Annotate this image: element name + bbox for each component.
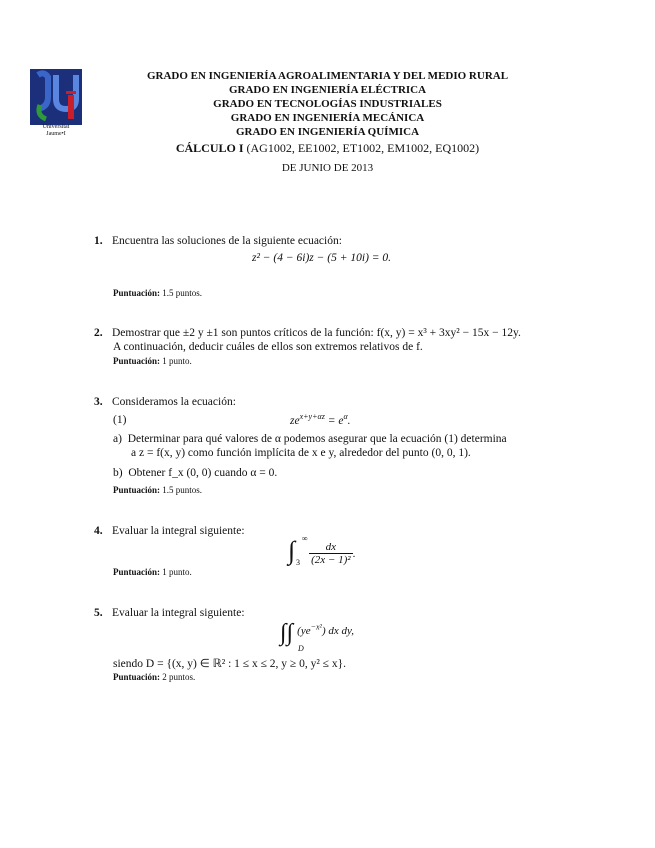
question-1 <box>94 234 584 249</box>
question-3 <box>94 395 584 410</box>
question-3-formula: $ze^{x+y+\alpha z} = e^\alpha$. <box>290 412 351 427</box>
question-text: Evaluar la integral siguiente: <box>112 607 245 619</box>
degree-line: GRADO EN INGENIERÍA AGROALIMENTARIA Y DEL MEDIO RURAL <box>146 70 509 82</box>
item-label: b) <box>113 467 123 479</box>
question-5 <box>94 606 584 621</box>
score-label: Puntuación: <box>113 567 161 577</box>
score-value: 1.5 puntos. <box>162 485 203 495</box>
logo-caption <box>26 124 86 138</box>
question-5-condition: siendo D = {(x, y) ∈ ℝ² : 1 ≤ x ≤ 2, y ≥ 0, y² ≤ x}. <box>113 658 346 670</box>
double-integral <box>280 620 355 653</box>
integral-sign: ∫∫ <box>280 620 294 646</box>
integral-lower-limit: 3 <box>296 558 300 567</box>
degree-line: GRADO EN INGENIERÍA QUÍMICA <box>235 126 420 138</box>
score-value: 2 puntos. <box>162 672 196 682</box>
question-1-score <box>113 288 202 298</box>
logo-caption-line2: Jaume•I <box>46 131 66 137</box>
score-label: Puntuación: <box>113 356 161 366</box>
item-text: Obtener f_x (0, 0) cuando α = 0. <box>128 467 278 479</box>
question-3-item-a-line2: a z = f(x, y) como función implícita de x e y, alrededor del punto (0, 0, 1). <box>131 447 471 459</box>
equation-label: (1) <box>113 414 127 426</box>
score-value: 1 punto. <box>162 567 192 577</box>
fraction-numerator: dx <box>309 541 352 554</box>
item-text: Determinar para qué valores de α podemos asegurar que la ecuación (1) determina <box>127 433 507 445</box>
score-value: 1 punto. <box>162 356 192 366</box>
question-3-item-b <box>113 466 277 481</box>
item-label: a) <box>113 433 122 445</box>
score-value: 1.5 puntos. <box>162 288 203 298</box>
degree-line: GRADO EN INGENIERÍA MECÁNICA <box>230 112 425 124</box>
degree-line: GRADO EN TECNOLOGÍAS INDUSTRIALES <box>213 98 442 110</box>
course-heading <box>100 141 555 156</box>
exam-date: DE JUNIO DE 2013 <box>281 162 374 174</box>
integral-domain: D <box>298 644 304 653</box>
question-text: Encuentra las soluciones de la siguiente ecuación: <box>112 235 342 247</box>
score-label: Puntuación: <box>113 672 161 682</box>
integral-sign: ∫ <box>288 536 296 565</box>
score-label: Puntuación: <box>113 288 161 298</box>
question-2 <box>94 326 594 341</box>
question-number: 2. <box>94 327 103 339</box>
question-text: Evaluar la integral siguiente: <box>112 525 245 537</box>
question-3-item-a <box>113 432 507 447</box>
question-1-formula: z² − (4 − 6i)z − (5 + 10i) = 0. <box>252 252 392 264</box>
question-number: 5. <box>94 607 103 619</box>
integral-expression: ∫ ∞ 3 $\frac{dx}{\text{(2x − 1)²}}$ . <box>288 534 356 567</box>
logo-caption-line1: Universitat <box>42 124 70 130</box>
integral-fraction <box>309 541 352 566</box>
course-title: CÁLCULO I <box>175 141 244 155</box>
question-number: 3. <box>94 396 103 408</box>
question-text: Consideramos la ecuación: <box>112 396 236 408</box>
degree-header <box>100 69 555 139</box>
question-5-score <box>113 672 195 682</box>
question-4-score <box>113 567 192 577</box>
integral-upper-limit: ∞ <box>302 534 308 543</box>
score-label: Puntuación: <box>113 485 161 495</box>
question-3-score <box>113 485 202 495</box>
question-text: Demostrar que ±2 y ±1 son puntos críticos de la función: f(x, y) = x³ + 3xy² − 15x − 12y. <box>112 327 521 339</box>
course-codes: (AG1002, EE1002, ET1002, EM1002, EQ1002) <box>246 141 480 155</box>
question-2-score <box>113 356 192 366</box>
integrand: (ye−x²) dx dy, <box>297 622 355 637</box>
fraction-denominator: (2x − 1)² <box>311 553 351 566</box>
question-2-text2: A continuación, deducir cuáles de ellos son extremos relativos de f. <box>113 341 423 353</box>
question-number: 1. <box>94 235 103 247</box>
question-number: 4. <box>94 525 103 537</box>
degree-line: GRADO EN INGENIERÍA ELÉCTRICA <box>228 84 427 96</box>
